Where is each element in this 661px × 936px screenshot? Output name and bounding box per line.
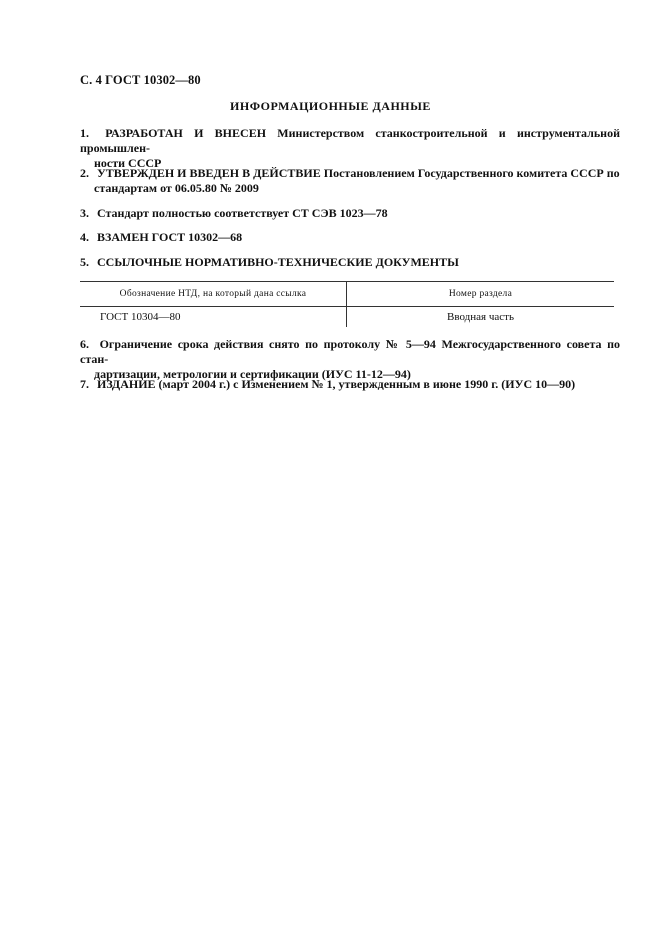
item-number: 2. [80, 166, 89, 180]
item-lead: УТВЕРЖДЕН И ВВЕДЕН В ДЕЙСТВИЕ [97, 166, 321, 180]
item-text: ССЫЛОЧНЫЕ НОРМАТИВНО-ТЕХНИЧЕСКИЕ ДОКУМЕНТЫ [97, 255, 459, 269]
item-text: ВЗАМЕН ГОСТ 10302—68 [97, 230, 243, 244]
info-item-6 [80, 337, 620, 382]
info-item-7 [80, 377, 620, 392]
item-number: 1. [80, 126, 89, 140]
info-item-4 [80, 230, 620, 245]
item-text: Стандарт полностью соответствует СТ СЭВ 1023—78 [97, 206, 388, 220]
cell-designation: ГОСТ 10304—80 [80, 307, 347, 328]
column-header-designation: Обозначение НТД, на который дана ссылка [80, 282, 347, 307]
item-number: 6. [80, 337, 89, 351]
info-item-1 [80, 126, 620, 171]
table-header-row [80, 282, 614, 307]
reference-documents-table [80, 281, 614, 327]
item-text: Министерством станкостроительной и инструментальной промышлен- [80, 126, 620, 155]
item-continuation: дартизации, метрологии и сертификации (ИУС 11-12—94) [94, 367, 411, 381]
item-number: 5. [80, 255, 89, 269]
item-text: (март 2004 г.) с Изменением № 1, утвержденным в июне 1990 г. (ИУС 10—90) [158, 377, 576, 391]
column-header-section: Номер раздела [347, 282, 615, 307]
section-title: ИНФОРМАЦИОННЫЕ ДАННЫЕ [230, 99, 431, 113]
item-text: Ограничение срока действия снято по протоколу № 5—94 Межгосударственного совета по стан- [80, 337, 620, 366]
item-continuation: ности СССР [94, 156, 162, 170]
item-continuation: стандартам от 06.05.80 № 2009 [94, 181, 259, 195]
item-number: 7. [80, 377, 89, 391]
info-item-5 [80, 255, 620, 270]
item-lead: РАЗРАБОТАН И ВНЕСЕН [105, 126, 267, 140]
item-text: Постановлением Государственного комитета СССР по [323, 166, 620, 180]
info-item-2 [80, 166, 620, 196]
item-number: 4. [80, 230, 89, 244]
info-item-3 [80, 206, 620, 221]
item-number: 3. [80, 206, 89, 220]
cell-section: Вводная часть [447, 311, 514, 323]
page-header: С. 4 ГОСТ 10302—80 [80, 73, 201, 87]
table-row [80, 307, 614, 328]
item-lead: ИЗДАНИЕ [97, 377, 156, 391]
